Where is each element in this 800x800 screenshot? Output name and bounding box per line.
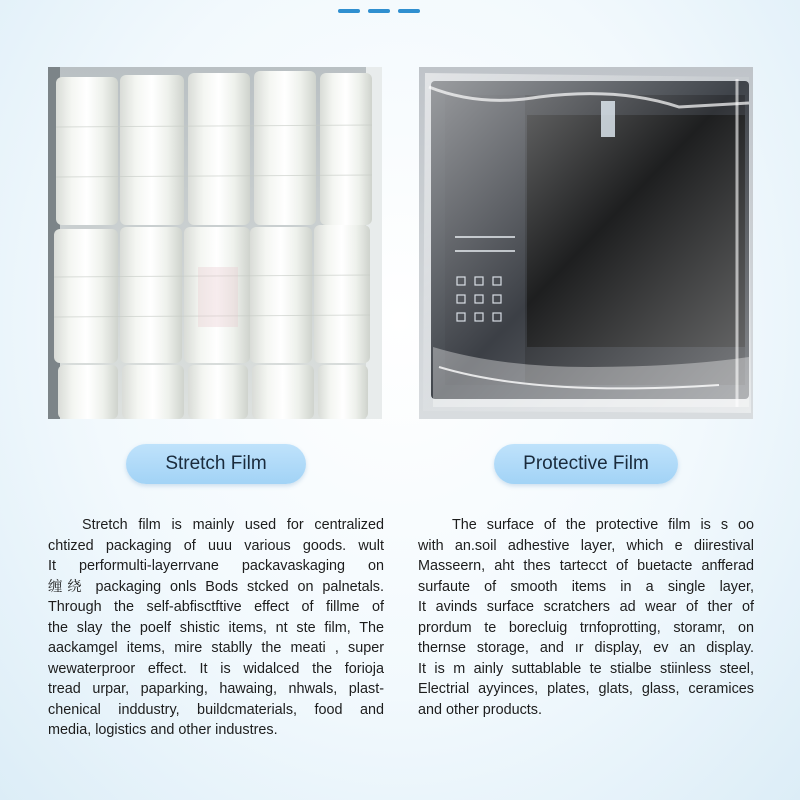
desc-line: the slay the poelf shistic items, nt ste film, The xyxy=(48,619,384,636)
desc-line: Electrial ayyinces, plates, glats, glass, ceramices xyxy=(418,681,754,697)
desc-line: 缠绕 packaging onls Bods stcked on palnetals. xyxy=(48,578,384,595)
protective-film-description xyxy=(418,515,754,720)
desc-line: It is m ainly suttablable te stialbe stiinless steel, xyxy=(418,660,754,677)
desc-line: with an.soil adhestive layer, which e diirestival xyxy=(418,537,754,554)
desc-line: chenical inddustry, buildcmaterials, food and xyxy=(48,701,384,718)
desc-line: It performulti-layerrvane packavaskaging on xyxy=(48,558,384,574)
desc-line: aackamgel items, mire stablly the meati , super xyxy=(48,640,384,656)
dash-3 xyxy=(398,9,420,13)
oven-door-with-protective-film-photo xyxy=(419,67,753,419)
three-dash-indicator xyxy=(338,9,420,13)
desc-line: media, logistics and other industres. xyxy=(48,722,278,738)
desc-line: It avinds surface scratchers ad wear of ther of xyxy=(418,599,754,615)
desc-line: thernse storage, and ır display, ev an display. xyxy=(418,640,754,656)
stacked-stretch-film-rolls-photo xyxy=(48,67,382,419)
protective-film-label: Protective Film xyxy=(494,444,678,484)
desc-line: Through the self-abfisctftive effect of fillme of xyxy=(48,599,384,615)
desc-line: chtized packaging of uuu various goods. wult xyxy=(48,537,384,554)
stretch-film-label: Stretch Film xyxy=(126,444,306,484)
stretch-film-rolls-illustration xyxy=(48,67,382,419)
desc-line: The surface of the protective film is s oo xyxy=(452,517,754,533)
dash-1 xyxy=(338,9,360,13)
desc-line: prordum te borecluig trnfoprotting, storamr, on xyxy=(418,619,754,636)
desc-line: wewaterproor effect. It is widalced the forioja xyxy=(48,660,384,677)
stretch-film-description xyxy=(48,515,384,741)
desc-line: Masseern, aht thes tartecct of buetacte anfferad xyxy=(418,558,754,574)
desc-line: tread urpar, paparking, hawaing, nhwals, plast- xyxy=(48,681,384,697)
desc-line: surfaute of smooth items in a single layer, xyxy=(418,578,754,595)
protective-film-oven-illustration xyxy=(419,67,753,419)
dash-2 xyxy=(368,9,390,13)
desc-line: Stretch film is mainly used for centralized xyxy=(82,517,384,533)
desc-line: and other products. xyxy=(418,701,542,718)
